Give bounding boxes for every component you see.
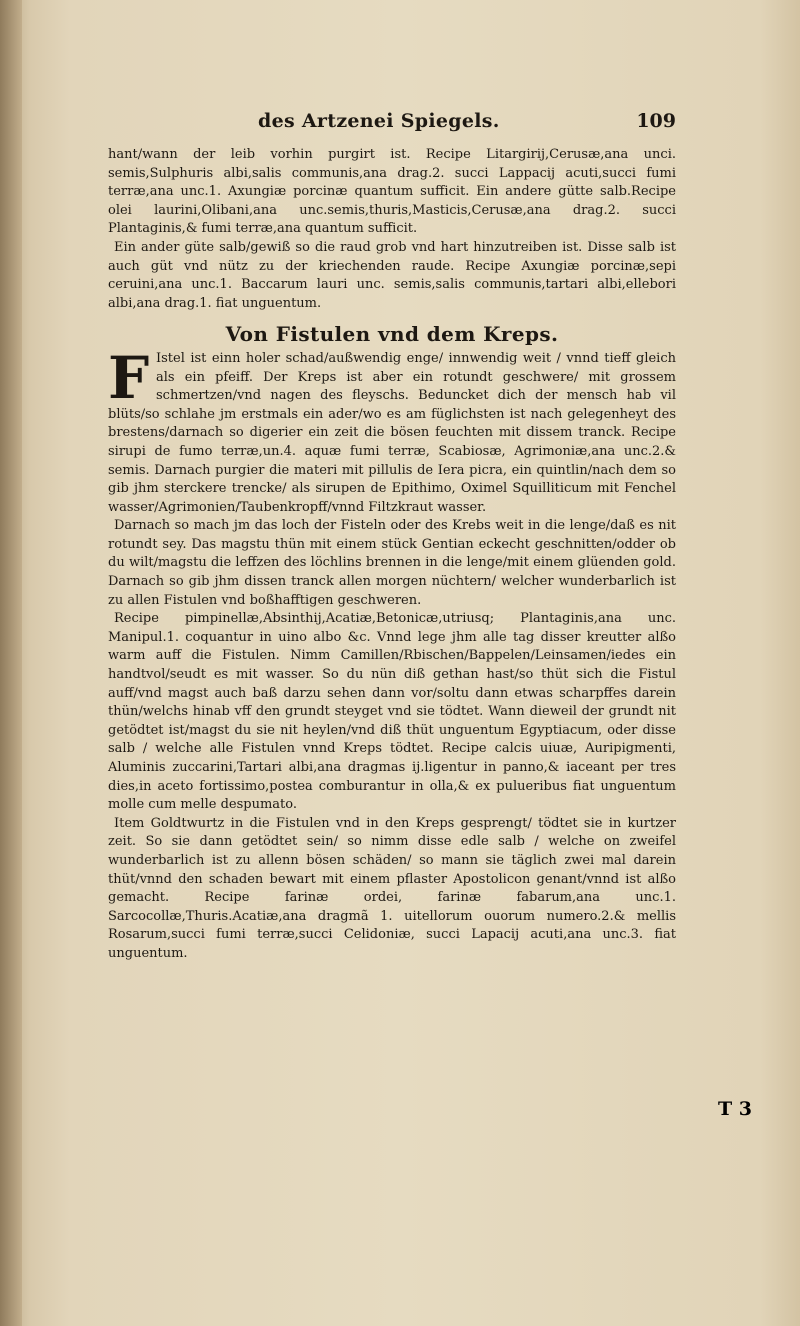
text-block	[108, 112, 676, 964]
drop-cap-initial: F	[108, 343, 150, 412]
catchword: T 3	[718, 1098, 752, 1120]
paragraph-3: Istel ist einn holer schad/außwendig enge/ innwendig weit / vnnd tieff gleich als ein pfeiff. Der Kreps ist aber ein rotundt geschwere/ mit grossem schmertzen/vnd nagen des fleyschs. Beduncket dich der mensch hab vil blüts/so schlahe jm erstmals ein ader/wo es am füglichsten ist nach gelegenheyt des brestens/darnach so digerier ein zeit die bösen feuchten mit dissem tranck. Recipe sirupi de fumo terræ,un.4. aquæ fumi terræ, Scabiosæ, Agrimoniæ,ana unc.2.& semis. Darnach purgier die materi mit pillulis de Iera picra, ein quintlin/nach dem so gib jhm sterckere trencke/ als sirupen de Epithimo, Oximel Squilliticum mit Fenchel wasser/Agrimonien/Taubenkropff/vnnd Filtzkraut wasser.	[108, 350, 676, 515]
paragraph-2: Ein ander güte salb/gewiß so die raud grob vnd hart hinzutreiben ist. Disse salb ist auch güt vnd nütz zu der kriechenden raude. Recipe Axungiæ porcinæ,sepi ceruini,ana unc.1. Baccarum lauri unc. semis,salis communis,tartari albi,ellebori albi,ana drag.1. fiat unguentum.	[108, 239, 676, 311]
paragraph-4: Darnach so mach jm das loch der Fisteln oder des Krebs weit in die lenge/daß es nit rotundt sey. Das magstu thün mit einem stück Gentian eckecht geschnitten/odder ob du wilt/magstu die leffzen des löchlins brennen in die lenge/mit einem glüenden gold. Darnach so gib jhm dissen tranck allen morgen nüchtern/ welcher wunderbarlich ist zu allen Fistulen vnd boßhafftigen geschweren.	[108, 518, 676, 608]
paragraph-1: hant/wann der leib vorhin purgirt ist. Recipe Litargirij,Cerusæ,ana unci. semis,Sulphuris albi,salis communis,ana drag.2. succi Lappacij acuti,succi fumi terræ,ana unc.1. Axungiæ porcinæ quantum sufficit. Ein andere gütte salb.Recipe olei laurini,Olibani,ana unc.semis,thuris,Masticis,Cerusæ,ana drag.2. succi Plantaginis,& fumi terræ,ana quantum sufficit.	[108, 147, 676, 237]
section-body	[108, 343, 676, 517]
paragraph-5: Recipe pimpinellæ,Absinthij,Acatiæ,Betonicæ,utriusq; Plantaginis,ana unc. Manipul.1. coquantur in uino albo &c. Vnnd lege jhm alle tag disser kreutter alßo warm auff die Fistulen. Nimm Camillen/Rbischen/Bappelen/Leinsamen/iedes ein handtvol/seudt es mit wasser. So du nün diß gethan hast/so thüt sich die Fistul auff/vnd magst auch baß darzu sehen dann vor/soltu dann etwas scharpffes darein thün/welchs hinab vff den grundt steyget vnd sie tödtet. Wann dieweil der grundt nit getödtet ist/magst du sie nit heylen/vnd diß thüt unguentum Egyptiacum, oder disse salb / welche alle Fistulen vnnd Kreps tödtet. Recipe calcis uiuæ, Auripigmenti, Aluminis zuccarini,Tartari albi,ana dragmas ij.ligentur in panno,& iaceant per tres dies,in aceto fortissimo,postea comburantur in olla,& ex pulueribus fiat unguentum molle cum melle despumato.	[108, 611, 676, 813]
page-gutter-shadow	[0, 0, 22, 1326]
folio-number: 109	[636, 110, 676, 132]
page-header	[108, 112, 676, 146]
section-heading: Von Fistulen vnd dem Kreps.	[225, 322, 559, 347]
paragraph-6: Item Goldtwurtz in die Fistulen vnd in den Kreps gesprengt/ tödtet sie in kurtzer zeit. So sie dann getödtet sein/ so nimm disse edle salb / welche on zweifel wunderbarlich ist zu allenn bösen schäden/ so mann sie täglich zwei mal darein thüt/vnnd den schaden bewart mit einem pflaster Apostolicon genant/vnnd ist alßo gemacht. Recipe farinæ ordei, farinæ fabarum,ana unc.1. Sarcocollæ,Thuris.Acatiæ,ana dragmã 1. uitellorum ouorum numero.2.& mellis Rosarum,succi fumi terræ,succi Celidoniæ, succi Lapacij acuti,ana unc.3. fiat unguentum.	[108, 815, 676, 961]
running-head: des Artzenei Spiegels.	[258, 110, 500, 132]
